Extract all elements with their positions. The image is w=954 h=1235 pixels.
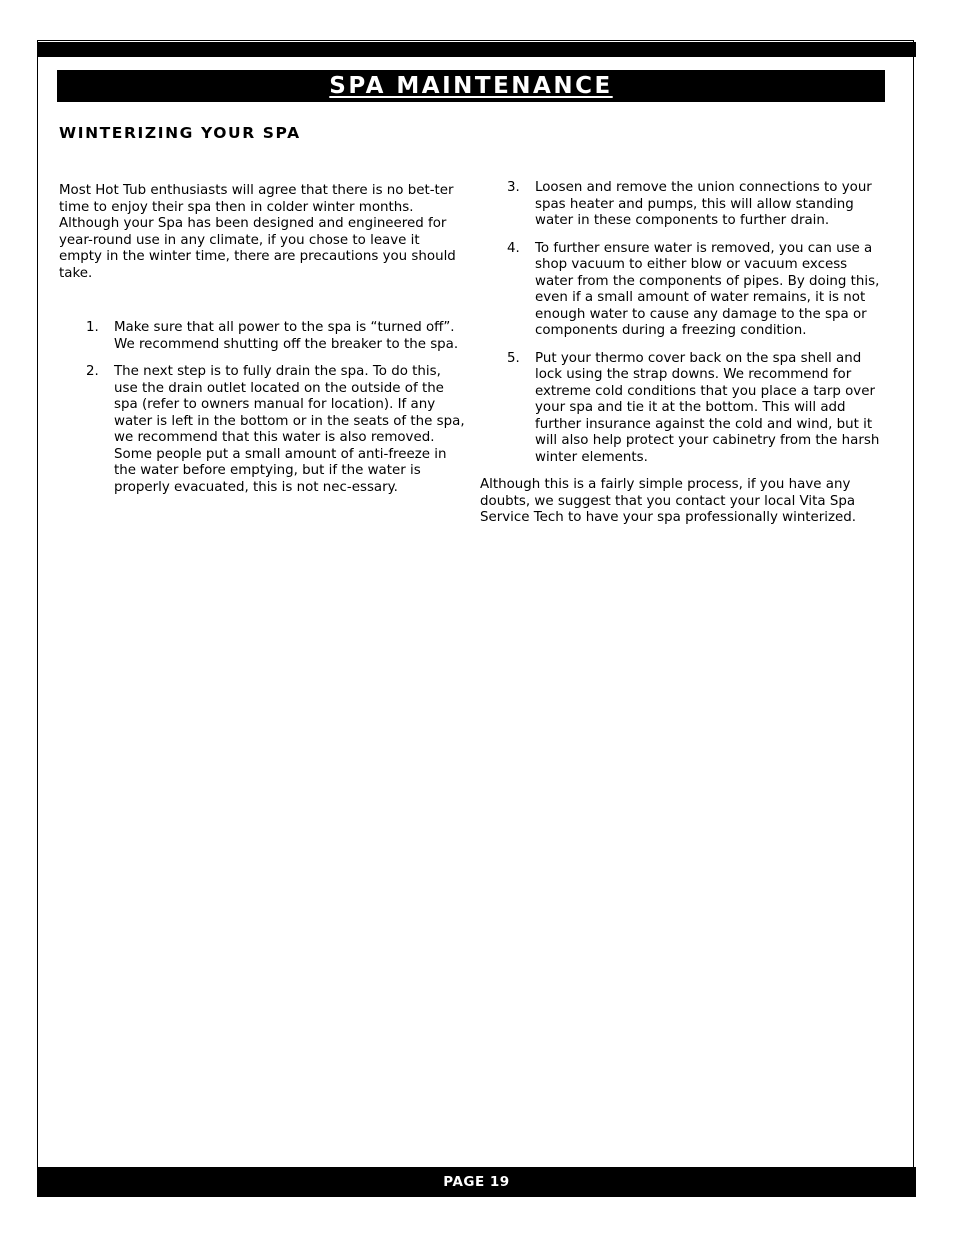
steps-list-left <box>59 320 465 496</box>
step-number: 5. <box>507 350 520 366</box>
top-rule <box>37 42 916 57</box>
section-heading: WINTERIZING YOUR SPA <box>59 124 301 142</box>
list-item <box>59 364 465 496</box>
page-number: PAGE 19 <box>443 1174 510 1190</box>
left-column <box>59 183 465 507</box>
title-band <box>57 70 885 102</box>
list-item <box>480 351 880 467</box>
page-title: SPA MAINTENANCE <box>329 73 613 99</box>
step-text: To further ensure water is removed, you can use a shop vacuum to either blow or vacuum excess water from the components of pipes. By doing this, even if a small amount of water remains, it is not enough water to cause any damage to the spa or components during a freezing condition. <box>535 240 880 338</box>
list-item <box>480 180 880 230</box>
intro-paragraph: Most Hot Tub enthusiasts will agree that there is no bet-ter time to enjoy their spa then in colder winter months. Although your Spa has been designed and engineered for year-round use in any climate, if you chose to leave it empty in the winter time, there are precautions you should take. <box>59 183 456 281</box>
step-text: Make sure that all power to the spa is “turned off”. We recommend shutting off the breaker to the spa. <box>114 320 459 352</box>
step-number: 1. <box>86 320 99 335</box>
right-column <box>480 180 880 527</box>
footer-bar <box>37 1167 916 1197</box>
step-text: Put your thermo cover back on the spa shell and lock using the strap downs. We recommend for extreme cold conditions that you place a tarp over your spa and tie it at the bottom. This will add further insurance against the cold and wind, but it will also help protect your cabinetry from the harsh winter elements. <box>535 350 880 465</box>
steps-list-right <box>480 180 880 466</box>
step-number: 4. <box>507 240 520 256</box>
step-text: Loosen and remove the union connections to your spas heater and pumps, this will allow standing water in these components to further drain. <box>535 180 872 228</box>
list-item <box>480 241 880 340</box>
closing-paragraph: Although this is a fairly simple process, if you have any doubts, we suggest that you contact your local Vita Spa Service Tech to have your spa professionally winterized. <box>480 477 857 525</box>
list-item <box>59 320 465 353</box>
step-text: The next step is to fully drain the spa. To do this, use the drain outlet located on the outside of the spa (refer to owners manual for location). If any water is left in the bottom or in the seats of the spa, we recommend that this water is also removed. Some people put a small amount of anti-freeze in the water before emptying, but if the water is properly evacuated, this is not nec-essary. <box>114 364 465 495</box>
step-number: 3. <box>507 180 520 195</box>
step-number: 2. <box>86 364 99 379</box>
